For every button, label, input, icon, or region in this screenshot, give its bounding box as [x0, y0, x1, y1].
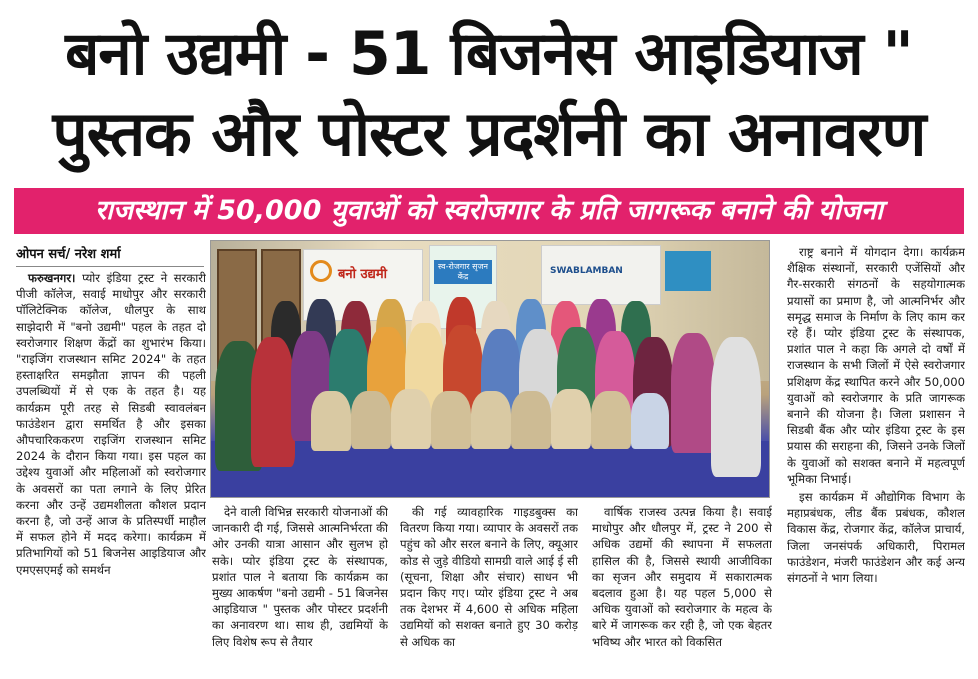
column-5-paragraph-2: इस कार्यक्रम में औद्योगिक विभाग के महाप्रबंधक, लीड बैंक प्रबंधक, कौशल विकास केंद्र, रोजगार केंद्र, कॉलेज प्राचार्य, जिला जनसंपर्क अधिकारी, पिरामल फाउंडेशन, मंजरी फाउंडेशन और कई अन्य संगठनों ने भाग लिया।	[787, 490, 965, 586]
photo-banner-right-text: SWABLAMBAN	[550, 266, 623, 276]
group-photo	[210, 240, 770, 498]
byline: ओपन सर्च/ नरेश शर्मा	[16, 244, 204, 267]
article-column-1	[16, 270, 206, 674]
article-column-2	[212, 504, 388, 674]
headline-line-2: पुस्तक और पोस्टर प्रदर्शनी का अनावरण	[52, 97, 926, 170]
subheadline-banner: राजस्थान में 50,000 युवाओं को स्वरोजगार के प्रति जागरूक बनाने की योजना	[14, 188, 964, 234]
column-5-paragraph-1: राष्ट्र बनाने में योगदान देगा। कार्यक्रम शैक्षिक संस्थानों, सरकारी एजेंसियों और गैर-सरकारी संगठनों के सहयोगात्मक प्रयासों का प्रमाण है, जो आत्मनिर्भर और समृद्ध समाज के निर्माण के लिए काम कर रहे हैं। प्योर इंडिया ट्रस्ट के संस्थापक, प्रशांत पाल ने कहा कि अगले दो वर्षों में राजस्थान के सभी जिलों में ऐसे स्वरोजगार प्रशिक्षण केंद्र स्थापित करने और 50,000 युवाओं को स्वरोजगार के प्रति जागरूक बनाने की योजना है। जिला प्रशासन ने सिडबी बैंक और प्योर इंडिया ट्रस्ट के इस प्रयास की सराहना की, जिसने उनके जिलों के युवाओं को सशक्त बनाने में महत्वपूर्ण भूमिका निभाई।	[787, 245, 965, 486]
column-1-text: प्योर इंडिया ट्रस्ट ने सरकारी पीजी कॉलेज, सवाई माधोपुर और सरकारी पॉलिटेक्निक कॉलेज, धौलपुर के साथ साझेदारी में "बनो उद्यमी" पहल के तहत दो स्वरोजगार शिक्षण केंद्रों का शुभारंभ किया। "राइजिंग राजस्थान समिट 2024" के तहत हस्ताक्षरित समझौता ज्ञापन की पहली उपलब्धियों में से एक के तहत है। यह कार्यक्रम पूरी तरह से सिडबी स्वावलंबन फाउंडेशन द्वारा समर्थित है और इसका औपचारिककरण राइजिंग राजस्थान समिट 2024 के दौरान किया गया। इस पहल का उद्देश्य युवाओं और महिलाओं को स्वरोजगार के अवसरों का पता लगाने के लिए प्रेरित करना और उन्हें उद्यमशीलता कौशल प्रदान करना है, जो उन्हें आज के प्रतिस्पर्धी माहौल में सफल होने में मदद करेगा। कार्यक्रम में प्रतिभागियों को 51 बिजनेस आइडियाज और एमएसएमई को समर्थन	[16, 271, 206, 577]
photo-banner-center-text: स्व-रोजगार सृजन केंद्र	[438, 262, 488, 281]
dateline: फरुखनगर।	[28, 271, 76, 285]
headline-line-1: बनो उद्यमी - 51 बिजनेस आइडियाज "	[65, 19, 913, 89]
column-2-text: देने वाली विभिन्न सरकारी योजनाओं की जानकारी दी गई, जिससे आत्मनिर्भरता की ओर उनकी यात्रा आसान और सुलभ हो सके। प्योर इंडिया ट्रस्ट के संस्थापक, प्रशांत पाल ने बताया कि कार्यक्रम का मुख्य आकर्षण "बनो उद्यमी - 51 बिजनेस आइडियाज " पुस्तक और पोस्टर प्रदर्शनी का अनावरण था। साथ ही, उद्यमियों के लिए विशेष रूप से तैयार	[212, 505, 388, 649]
column-4-text: वार्षिक राजस्व उत्पन्न किया है। सवाई माधोपुर और धौलपुर में, ट्रस्ट ने 200 से अधिक उद्यमों की स्थापना में सफलता हासिल की है, जिससे स्थायी आजीविका का सृजन और समुदाय में सकारात्मक बदलाव हुआ है। यह पहल 5,000 से अधिक युवाओं को स्वरोजगार के महत्व के बारे में जागरूक कर रही है, जो एक बेहतर भविष्य और भारत को विकसित	[592, 505, 772, 649]
article-column-3	[400, 504, 578, 674]
photo-banner-left-text: बनो उद्यमी	[338, 267, 387, 282]
column-3-text: की गई व्यावहारिक गाइडबुक्स का वितरण किया गया। व्यापार के अवसरों तक पहुंच को और सरल बनाने के लिए, क्यूआर कोड से जुड़े वीडियो सामग्री वाले आई ई सी (सूचना, शिक्षा और संचार) साधन भी प्रदान किए गए। प्योर इंडिया ट्रस्ट ने अब तक देशभर में 4,600 से अधिक महिला उद्यमियों को सशक्त बनाते हुए 30 करोड़ से अधिक का	[400, 505, 578, 649]
article-column-5	[787, 244, 965, 674]
photo-banner-right	[541, 245, 661, 305]
article-column-4	[592, 504, 772, 674]
